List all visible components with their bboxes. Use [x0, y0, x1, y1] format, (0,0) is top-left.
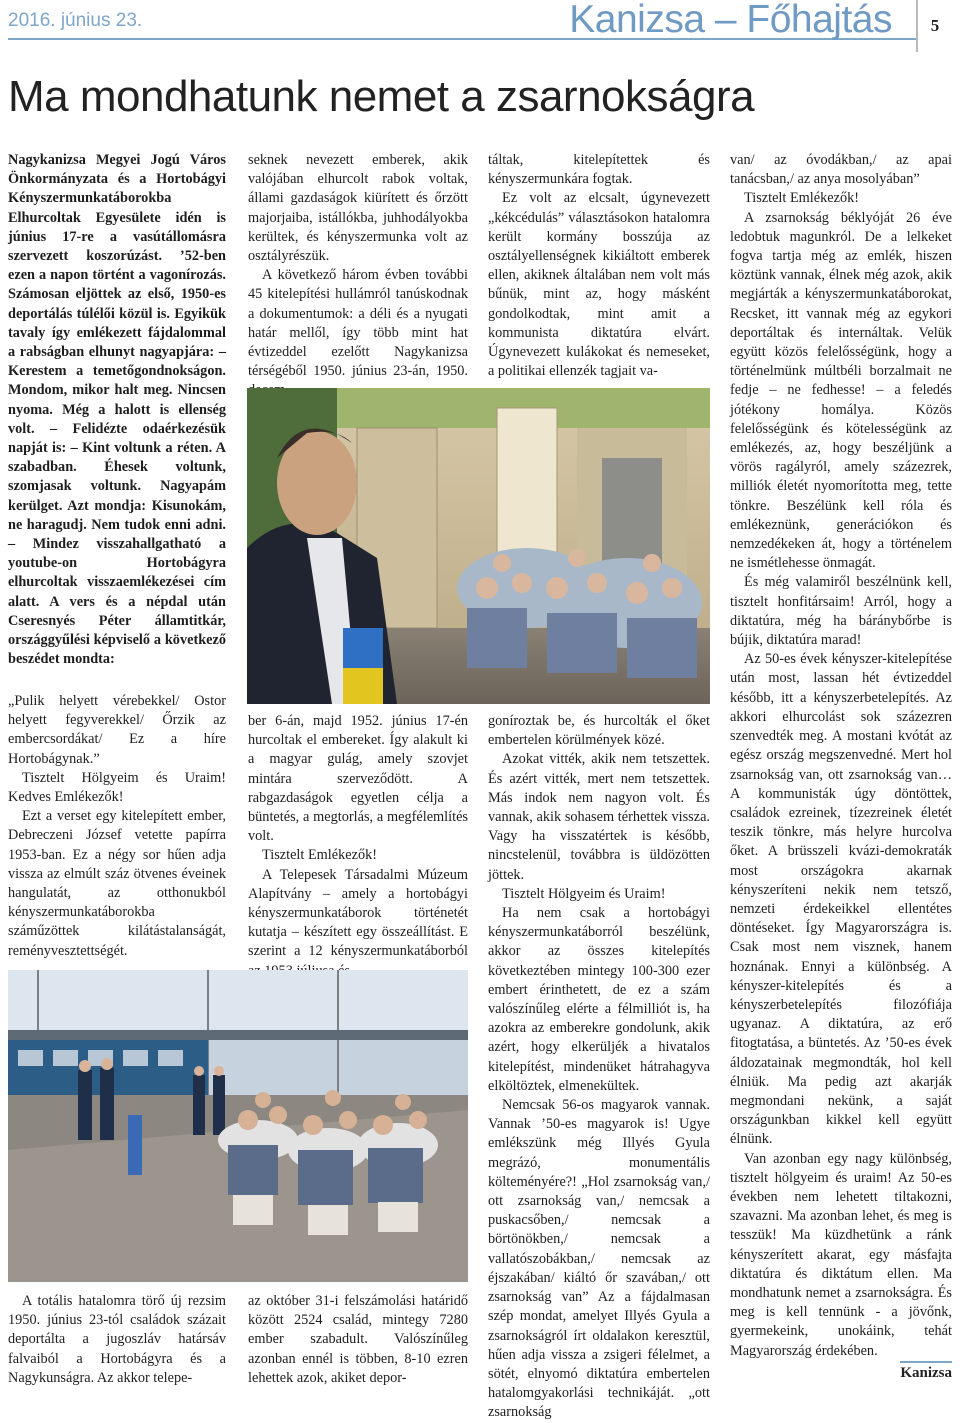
paragraph: A zsarnokság béklyóját 26 éve ledobtuk magunkról. De a lelkeket fogva tartja még az emlék, hiszen köztünk vannak, élnek még azok, akik megjárták a kényszermunkatáborokat, Recsket, itt vannak még az egykori deportáltak és internáltak. Velük együtt közös felelősségünk, hogy a történelmünk múltbéli borzalmait ne fedje – ne fedhesse! – a feledés jótékony homálya. Közös felelősségünk és kötelességünk az emlékezés, az, hogy beszéljünk a vörös ragályról, amely százezrek, milliók életét nyomorította meg, tette tönkre. Beszélünk kell róla és emlékeznünk, generációkon és nemzedékeken át, hogy a történelem ne ismétlehesse önmagát. — [730, 209, 952, 572]
photo-crowd-image — [8, 970, 468, 1282]
paragraph: A következő három évben további 45 kitelepítési hullámról tanúskodnak a dokumentumok: a déli és a nyugati határ mellől, így több mint hat évtizeddel ezelőtt Nagykanizsa térségéből 1950. június 23-án, 1950. — [248, 267, 468, 380]
paragraph: A totális hatalomra törő új rezsim 1950. június 23-tól családok százait deportálta a jugoszláv határsáv falvaiból a Hortobágyra és a Nagykunságra. Az akkor telepe- — [8, 1293, 226, 1386]
column-3-top — [488, 151, 710, 381]
paragraph: Az 50-es évek kényszer-kitelepítése után most, lassan hét évtizeddel később, itt a kényszerbetelepítés. Az akkori elhurcolást sok százezren szenvedték meg. A mostani kvótát az egész ország megszenvedné. Mert hol zsarnokság van, ott zsarnokság van… A kommunisták úgy döntöttek, családok ezreinek, tízezreinek életét teszik tönkre, más helyre hurcolva őket. A brüsszeli kvázi-demokraták most országokra akarnak kényszeríteni nekik nem tetsző, nemzeti érdekeikkel ellentétes döntéseket. Így Magyarországra is. Csak most nem visznek, hanem hoznának. Ennyi a különbség. A kényszer-kitelepítés és a kényszerbetelepítés filozófiája ugyanaz. A diktatúra, az erő fitogtatása, a büntetés. Az ’50-es évek áldozatainak megmondták, hol kell élniük. Ma pedig azt akarják megmondani nekünk, a saját országunkban kikkel kell együtt élnünk. — [730, 651, 952, 1148]
paragraph: seknek nevezett emberek, akik valójában elhurcolt rabok voltak, állami gazdaságok kiürített és őrzött majorjaiba, istállókba, juhhodályokba kerültek, és kényszermunka volt az osztályrészük. — [248, 152, 468, 265]
column-3-bottom — [488, 712, 710, 1423]
article-lead — [8, 151, 226, 669]
paragraph: Ez volt az elcsalt, úgynevezett „kékcédulás” választásokon hatalomra került kormány bosszúja az osztályellenségnek kikiáltott emberek ellen, akiknek általában nem volt más bűnük, mint az, hogy másként gondolkodtak, mint amit a kommunista diktatúra elvárt. Úgynevezett kulákokat és nemeseket, a politikai ellenzék tagjait va- — [488, 190, 710, 380]
paragraph: Ha nem csak a hortobágyi kényszermunkatáborról beszélünk, akkor az összes kitelepítés következtében mintegy 100-300 ezer embert érinthetett, de ez a szám valószínűleg elérte a félmilliót is, ha azokra az emberekre gondolunk, akik azért, hogy elkerüljék a hivatalos kitelepítést, mindenüket hátrahagyva elköltöztek, elmenekültek. — [488, 905, 710, 1094]
paragraph: Tisztelt Emlékezők! — [744, 190, 860, 207]
column-4 — [730, 151, 952, 1361]
masthead-dash: – — [704, 0, 747, 41]
paragraph: Ezt a verset egy kitelepített ember, Debreczeni József vetette papírra 1953-ban. Ez a négy sor hűen adja vissza az elmúlt száz ötvenes éveinek hangulatát, az otthonukból kényszermunkatáborokba száműzöttek kilátástalanságát, reményvesztettségét. — [8, 808, 226, 959]
photo-crowd-platform — [8, 970, 468, 1282]
paragraph: Tisztelt Hölgyeim és Uraim! Kedves Emlékezők! — [8, 769, 226, 806]
paragraph: Tisztelt Hölgyeim és Uraim! — [502, 885, 666, 902]
poem-quote: „Pulik helyett vérebekkel/ Ostor helyett fegyverekkel/ Őrzik az embercsordákat/ Ez a híre Hortobágynak.” — [8, 693, 226, 767]
paragraph: goníroztak be, és hurcolták el őket embertelen körülmények közé. — [488, 713, 710, 749]
paragraph: Tisztelt Emlékezők! — [262, 847, 378, 864]
paragraph: Azokat vitték, akik nem tetszettek. És azért vitték, mert nem tetszettek. Más indok nem nagyon volt. És vannak, akik sohasem térhettek vissza. Vagy ha visszatértek is később, nincstelenül, továbbra is üldözötten jöttek. — [488, 751, 710, 883]
photo-speaker-commemoration — [247, 388, 710, 704]
photo-speaker-image — [247, 388, 710, 704]
footer-section-tag: Kanizsa — [900, 1361, 952, 1382]
masthead-section: Főhajtás — [746, 0, 892, 41]
page-number: 5 — [916, 0, 952, 52]
paragraph: A Telepesek Társadalmi Múzeum Alapítvány – amely a hortobágyi kényszermunkatáborok történetét kutatja – készített egy összeállítást. E szerint a 12 kényszermunkatáborból — [248, 866, 468, 960]
article-title: Ma mondhatunk nemet a zsarnokságra — [8, 72, 755, 121]
column-1-bottom — [8, 1292, 226, 1388]
issue-date: 2016. június 23. — [8, 10, 143, 31]
paragraph: táltak, kitelepítettek és kényszermunkára fogtak. — [488, 152, 710, 188]
paragraph: van/ az óvodákban,/ az apai tanácsban,/ az anya mosolyában” — [730, 152, 952, 188]
paragraph: És még valamiről beszélnünk kell, tisztelt honfitársaim! Arról, hogy a diktatúra, még ha báránybőrbe is bújik, diktatúra marad! — [730, 574, 952, 649]
masthead-main: Kanizsa — [569, 0, 705, 41]
masthead — [569, 0, 892, 42]
paragraph: Van azonban egy nagy különbség, tisztelt hölgyeim és uraim! Az 50-es években nem lehetett tiltakozni, szavazni. Ma azonban lehet, és meg is tesszük! Ma küzdhetünk a ránk kényszerített akarat, egy másfajta diktatúra és diktátum ellen. Ma mondhatunk nemet a zsarnokságra. És meg is kell tennünk - a jövőnk, gyermekeink, unokáink, tehát Magyarország érdekében. — [730, 1150, 952, 1359]
paragraph: az október 31-i felszámolási határidő között 2524 család, mintegy 7280 ember szabadult. Valószínűleg azonban ennél is többen, 8-10 ezren lehettek azok, akiket depor- — [248, 1293, 468, 1386]
column-2-top — [248, 151, 468, 401]
column-1-body — [8, 692, 226, 961]
column-2-bottom — [248, 1292, 468, 1388]
column-2-middle — [248, 712, 468, 981]
lead-paragraph: Nagykanizsa Megyei Jogú Város Önkormányzata és a Hortobágyi Kényszermunkatáborokba Elhurcoltak Egyesülete idén is június 17-re a vasútállomásra szervezett koszorúzást. ’52-ben ezen a napon történt a vagonírozás. Számosan eljöttek az első, 1950-es deportálás túlélői közül is. Egyikük tavaly így emlékezett fájdalommal a rabságban elhunyt nagyapjára: – Kerestem a temetőgondnokságon. Mondom, mikor halt meg. Nincsen nyoma. Még a halott is ellenség volt. – Felidézte odaérkezésük napját is: – Kint voltunk a réten. A szabadban. Éhesek voltunk, szomjasak voltunk. Nagyapám kerülget. Azt mondja: Kisunokám, ne haragudj. Nem tudok enni adni. – Mindez visszahallgatható a youtube-on Hortobágyra elhurcoltak visszaemlékezései cím alatt. A vers és a népdal után Cseresnyés Péter államtitkár, országgyűlési képviselő a következő beszédet mondta: — [8, 152, 226, 668]
paragraph: Nemcsak 56-os magyarok vannak. Vannak ’50-es magyarok is! Ugye emlékszünk még Illyés Gyula megrázó, monumentális költeményére?! „Hol zsarnokság van,/ ott zsarnokság van,/ nemcsak a puskacsőben,/ nemcsak a börtönökben,/ nemcsak a vallatószobákban,/ nemcsak az éjszakában/ kiáltó őr szavában,/ ott zsarnokság van” Az a fájdalmasan szép mondat, amelyet Illyés Gyula a zsarnokságról írt oldalakon keresztül, hűen adja vissza a zsigeri félelmet, a sötét, elnyomó diktatúra embertelen hatalomgyakorlási technikáját. „ott zsarnokság — [488, 1097, 710, 1421]
paragraph: ber 6-án, majd 1952. június 17-én hurcoltak el embereket. Így alakult ki a magyar gulág, amely szovjet mintára szerveződött. A rabgazdaságok egyetlen célja a büntetés, a megtorlás, a megfélemlítés volt. — [248, 713, 468, 845]
page-header — [0, 0, 960, 56]
